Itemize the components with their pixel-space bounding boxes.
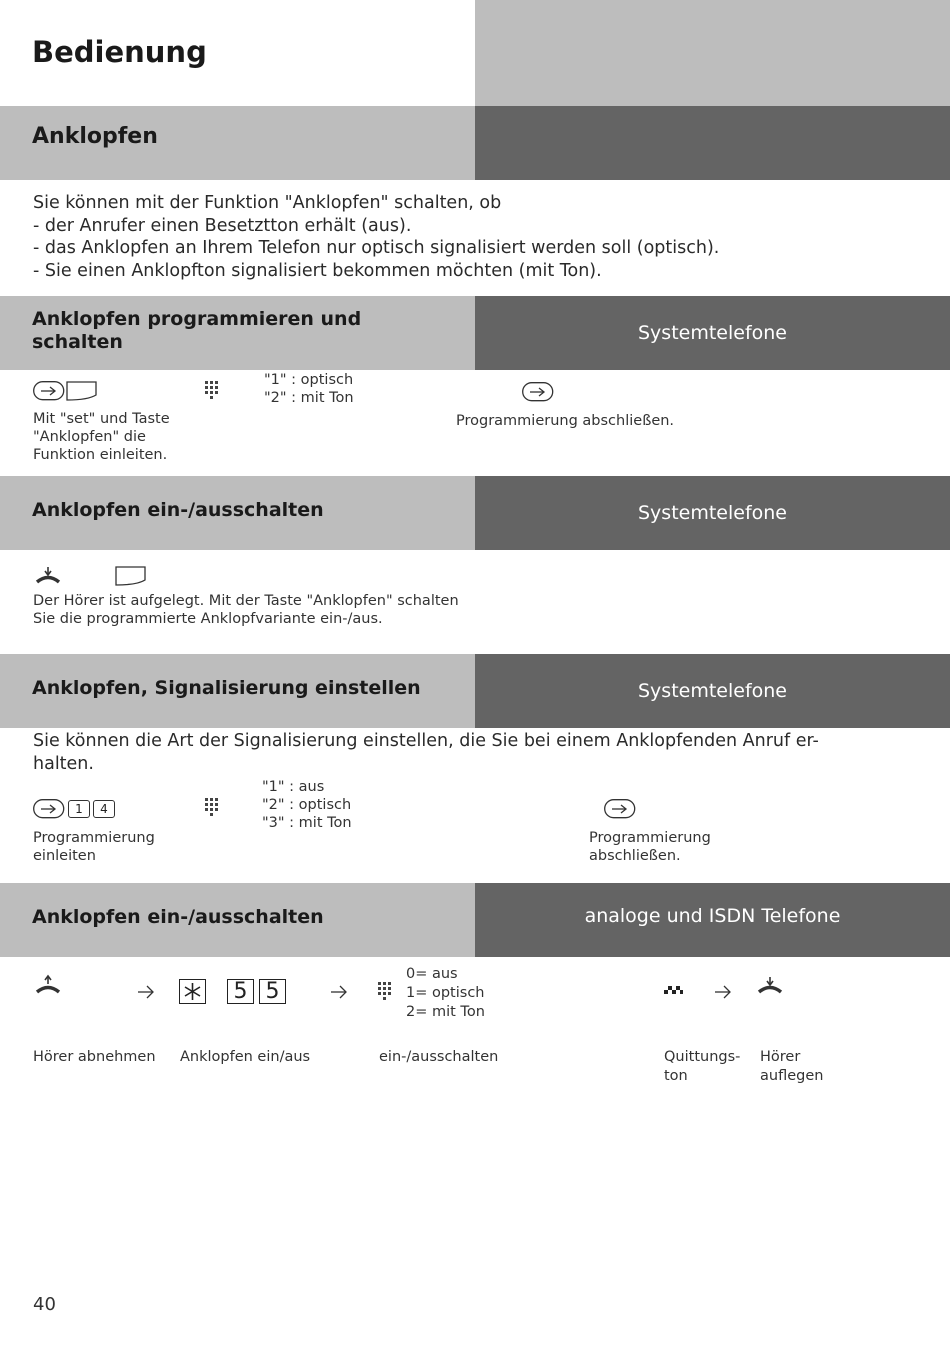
label-toggle: ein-/ausschalten [379, 1049, 499, 1065]
page-number: 40 [33, 1294, 56, 1315]
section1-device-label: Systemtelefone [637, 322, 787, 344]
section3-step-end [589, 829, 711, 865]
section2-device-label: Systemtelefone [637, 502, 787, 524]
keypad-icon [205, 381, 219, 401]
section2-description [33, 592, 459, 628]
section1-title [32, 308, 361, 354]
set-key-end-icon [522, 382, 554, 402]
section3-step1 [33, 829, 155, 865]
function-key-icon [66, 381, 98, 401]
intro-line: Sie können mit der Funktion "Anklopfen" schalten, ob [33, 193, 502, 213]
section4-title: Anklopfen ein-/ausschalten [32, 906, 324, 928]
section4-options [406, 965, 485, 1022]
anklopfen-key-icon [115, 566, 147, 586]
label-line: Hörer [760, 1049, 801, 1065]
key-1: 1 [68, 800, 90, 818]
option-line: "2" : optisch [262, 797, 352, 813]
section1-title-line: Anklopfen programmieren und [32, 308, 362, 330]
key-4: 4 [93, 800, 115, 818]
label-line: ton [664, 1068, 688, 1084]
label-hangup [760, 1048, 823, 1086]
desc-line: Sie die programmierte Anklopfvariante ein-/aus. [33, 611, 383, 627]
handset-lift-icon [35, 976, 61, 994]
intro-line: - das Anklopfen an Ihrem Telefon nur optisch signalisiert werden soll (optisch). [33, 238, 720, 258]
step-line: Mit "set" und Taste [33, 411, 170, 427]
option-line: 2= mit Ton [406, 1004, 485, 1020]
section1-options [264, 371, 354, 407]
section2-title: Anklopfen ein-/ausschalten [32, 499, 324, 521]
option-line: 1= optisch [406, 985, 485, 1001]
keypad-icon [205, 798, 219, 818]
star-key [179, 979, 206, 1004]
set-key-icon [33, 381, 65, 401]
step-line: Programmierung [589, 830, 711, 846]
handset-down-icon [757, 976, 783, 994]
step-line: "Anklopfen" die [33, 429, 146, 445]
label-code: Anklopfen ein/aus [180, 1049, 311, 1065]
section-header-dark [475, 106, 950, 180]
desc-line: Der Hörer ist aufgelegt. Mit der Taste "Anklopfen" schalten [33, 593, 459, 609]
handset-down-icon [35, 566, 61, 584]
option-line: "3" : mit Ton [262, 815, 352, 831]
key-5: 5 [259, 979, 286, 1004]
option-line: "2" : mit Ton [264, 390, 354, 406]
intro-line: - Sie einen Anklopfton signalisiert bekommen möchten (mit Ton). [33, 260, 602, 281]
arrow-right-icon [714, 984, 732, 1000]
label-line: auflegen [760, 1068, 824, 1084]
page-title: Bedienung [32, 35, 207, 69]
label-line: Quittungs- [664, 1049, 741, 1065]
section1-step1 [33, 410, 170, 464]
step-line: Programmierung [33, 830, 155, 846]
confirmation-tone-icon [664, 986, 684, 998]
header-gray-block [475, 0, 950, 106]
label-lift: Hörer abnehmen [33, 1049, 156, 1065]
arrow-right-icon [137, 984, 155, 1000]
arrow-right-icon [330, 984, 348, 1000]
section4-device-label: analoge und ISDN Telefone [584, 905, 841, 927]
intro-text [33, 192, 913, 282]
key-5: 5 [227, 979, 254, 1004]
option-line: "1" : aus [262, 779, 325, 795]
section1-step-end: Programmierung abschließen. [456, 413, 675, 429]
intro-line: - der Anrufer einen Besetztton erhält (aus). [33, 215, 412, 236]
asterisk-icon [183, 982, 202, 1001]
step-line: einleiten [33, 848, 96, 864]
section3-title: Anklopfen, Signalisierung einstellen [32, 677, 421, 699]
section3-options [262, 778, 352, 832]
section3-intro [33, 730, 913, 775]
keypad-icon [378, 982, 392, 1002]
set-key-icon [33, 799, 65, 819]
option-line: "1" : optisch [264, 372, 354, 388]
section3-device-label: Systemtelefone [637, 680, 787, 702]
option-line: 0= aus [406, 966, 458, 982]
step-line: abschließen. [589, 848, 681, 864]
label-tone [664, 1048, 740, 1086]
intro-line: halten. [33, 753, 94, 774]
section1-title-line: schalten [32, 331, 123, 353]
intro-line: Sie können die Art der Signalisierung einstellen, die Sie bei einem Anklopfenden Anruf er- [33, 731, 819, 751]
set-key-end-icon [604, 799, 636, 819]
step-line: Funktion einleiten. [33, 447, 168, 463]
section-title: Anklopfen [32, 124, 158, 149]
